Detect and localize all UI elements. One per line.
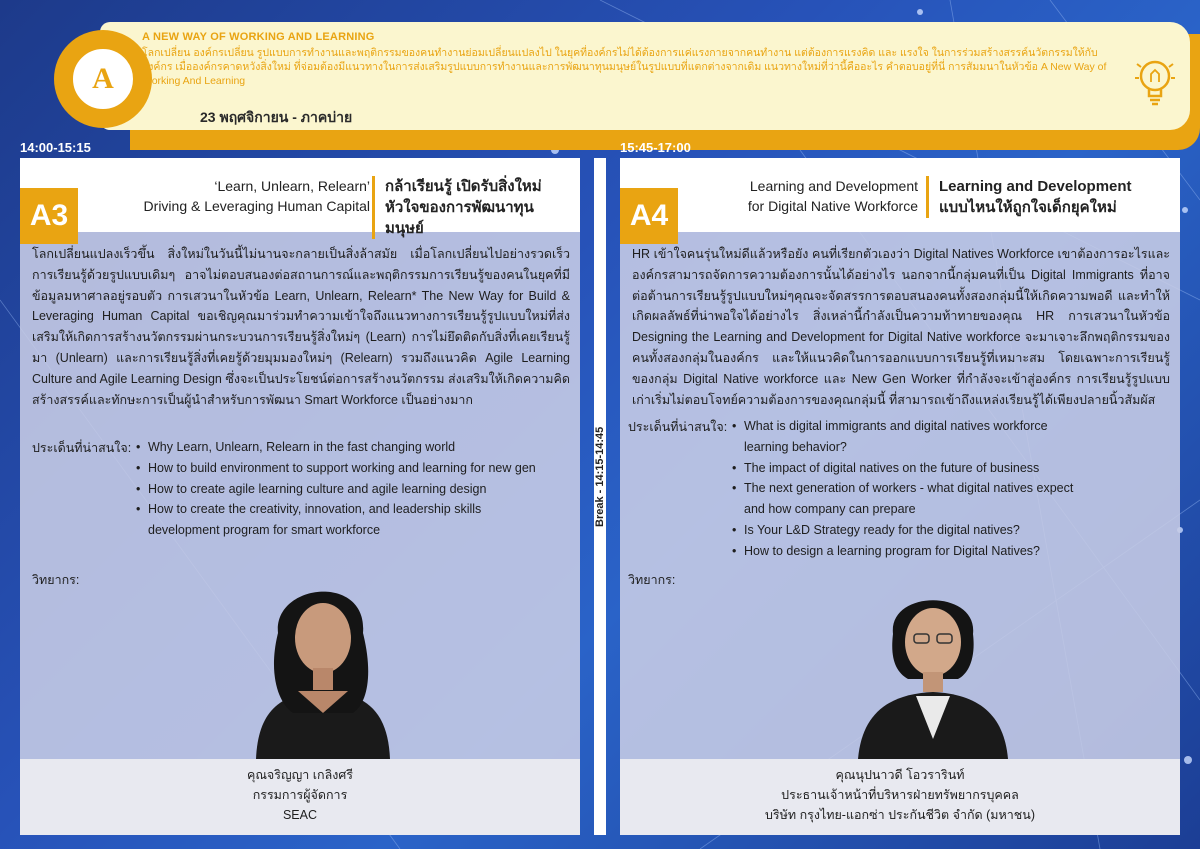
session-a3-points-label: ประเด็นที่น่าสนใจ:: [32, 441, 132, 455]
session-a4-points-label: ประเด็นที่น่าสนใจ:: [628, 420, 728, 434]
list-item: • The impact of digital natives on the future of business: [732, 458, 1092, 479]
session-a4-speaker-label: วิทยากร:: [628, 573, 676, 587]
banner-date: 23 พฤศจิกายน - ภาคบ่าย: [200, 109, 353, 125]
banner-description: โลกเปลี่ยน องค์กรเปลี่ยน รูปแบบการทำงานและพฤติกรรมของคนทำงานย่อมเปลี่ยนแปลงไป ในยุคที่องค์กรไม่ได้ต้องการแค่แรงกายจากคนทำงาน แต่ต้องการแรงคิด และ แรงใจ ในการร่วมสร้างสรรค์นวัตกรรมให้กับองค์กร เมื่อองค์กรคาดหวังสิ่งใหม่ ที่จ่อมต้องมีแนวทางในการส่งเสริมรูปแบบการทำงานและการพัฒนาทุนมนุษย์ในรูปแบบที่แตกต่างจากเดิม แนวทางใหม่ที่ว่านี้คืออะไร คำตอบอยู่ที่นี่ การสัมมนาในหัวข้อ A New Way of Working And Learning: [142, 47, 1107, 87]
session-a4-code: A4: [620, 188, 678, 244]
session-a3-title-en-line2: Driving & Leveraging Human Capital: [143, 198, 370, 214]
session-a4-title-th-line1: Learning and Development: [939, 178, 1132, 195]
session-a3-description: โลกเปลี่ยนแปลงเร็วขึ้น สิ่งใหม่ในวันนี้ไม่นานจะกลายเป็นสิ่งล้าสมัย เมื่อโลกเปลี่ยนไปอย่างรวดเร็วการเรียนรู้ด้วยรูปแบบเดิมๆ อาจไม่ตอบสนองต่อสถานการณ์และพฤติกรรมการเรียนรู้ของคนในยุคที่มีข้อมูลมหาศาลอยู่รอบตัว การเสวนาในหัวข้อ Learn, Unlearn, Relearn* The New Way for Build & Leveraging Human Capital ขอเชิญคุณมาร่วมทำความเข้าใจถึงแนวทางการเรียนรู้รูปแบบใหม่ที่ส่งเสริมให้เกิดการสร้างนวัตกรรมผ่านกระบวนการเรียนรู้สิ่งใหม่ๆ (Learn) การไม่ยึดติดกับสิ่งที่เคยเรียนรู้มา (Unlearn) และการเรียนรู้สิ่งที่เคยรู้ด้วยมุมมองใหม่ๆ (Relearn) รวมถึงแนวคิด Agile Learning Culture and Agile Learning Design ซึ่งจะเป็นประโยชน์ต่อการสร้างนวัตกรรม ส่งเสริมให้เกิดความคิดสร้างสรรค์และทักษะการเป็นผู้นำสำหรับการพัฒนา Smart Workforce เป็นอย่างมาก: [32, 247, 570, 407]
session-a4-description: HR เข้าใจคนรุ่นใหม่ดีแล้วหรือยัง คนที่เรียกตัวเองว่า Digital Natives Workforce เขาต้องการอะไรและองค์กรสามารถจัดการความต้องการนั้นได้อย่างไร นอกจากนี้กลุ่มคนที่เป็น Digital Immigrants ที่อาจต่อต้านการเรียนรู้รูปแบบใหม่ๆคุณจะจัดสรรการตอบสนองคนทั้งสองกลุ่มนี้ให้เกิดความพอดี และทำให้เกิดผลลัพธ์ที่น่าพอใจได้อย่างไร สิ่งเหล่านี้กำลังเป็นความท้าทายของคุณ HR การเสวนาในหัวข้อ Designing the Learning and Development for Digital Native workforce จะมาเจาะลึกพฤติกรรมของคนทั้งสองกลุ่มในองค์กร และให้แนวคิดในการออกแบบการเรียนรู้ที่เหมาะสม โดยเฉพาะการเรียนรู้ของกลุ่ม Digital Native workforce และ New Gen Worker ที่กำลังจะเข้าสู่องค์กร การเรียนรู้รูปแบบเก่าเริ่มไม่ตอบโจทย์ความต้องการของคุณกลุ่มนี้ ที่สามารถเข้าถึงแหล่งเรียนรู้ได้เพียงปลายนิ้วสัมผัส: [632, 247, 1170, 407]
session-a3-panel: [20, 158, 580, 835]
list-item: • How to design a learning program for Digital Natives?: [732, 541, 1092, 562]
session-a3-speaker-label: วิทยากร:: [32, 573, 80, 587]
list-item: • Why Learn, Unlearn, Relearn in the fast changing world: [136, 437, 556, 458]
session-a4-title-en-line1: Learning and Development: [749, 178, 918, 194]
list-item: • How to create the creativity, innovation, and leadership skills development program for smart workforce: [136, 499, 556, 541]
session-a3-title-th-line1: กล้าเรียนรู้ เปิดรับสิ่งใหม่: [385, 178, 542, 195]
track-letter: A: [70, 46, 136, 112]
session-a4-time: 15:45-17:00: [620, 140, 691, 155]
speaker-photo-a4: [848, 574, 1018, 759]
speaker-org: บริษัท กรุงไทย-แอกซ่า ประกันชีวิต จำกัด (มหาชน): [764, 808, 1036, 822]
session-a4-panel: [620, 158, 1180, 835]
session-a4-speaker-caption: [620, 759, 1180, 835]
break-label: [594, 515, 606, 527]
speaker-role: ประธานเจ้าหน้าที่บริหารฝ่ายทรัพยากรบุคคล: [781, 788, 1019, 802]
speaker-role: กรรมการผู้จัดการ: [252, 788, 348, 802]
speaker-org: SEAC: [282, 808, 318, 822]
list-item: • What is digital immigrants and digital natives workforce learning behavior?: [732, 416, 1092, 458]
list-item: • How to create agile learning culture and agile learning design: [136, 479, 556, 500]
lightbulb-icon: [1135, 58, 1175, 108]
header-banner: [30, 22, 1170, 130]
banner-title: A NEW WAY OF WORKING AND LEARNING: [142, 31, 375, 43]
session-a3-title-th-line2: หัวใจของการพัฒนาทุนมนุษย์: [385, 199, 534, 237]
session-a3-title-en-line1: ‘Learn, Unlearn, Relearn’: [214, 178, 370, 194]
session-a3-speaker-caption: [20, 759, 580, 835]
speaker-photo-a3: [238, 563, 408, 759]
session-a4-points: [732, 416, 1092, 562]
session-a4-title-en-line2: for Digital Native Workforce: [747, 198, 918, 214]
session-a3-title-en: [70, 176, 370, 216]
session-a3-points: [136, 437, 556, 541]
session-a4-title-th: [926, 176, 1176, 218]
session-a3-code: A3: [20, 188, 78, 244]
session-a4-title-th-line2: แบบไหนให้ถูกใจเด็กยุคใหม่: [939, 199, 1117, 216]
list-item: • How to build environment to support working and learning for new gen: [136, 458, 556, 479]
list-item: • Is Your L&D Strategy ready for the digital natives?: [732, 520, 1092, 541]
speaker-name: คุณจริญญา เกลิงศรี: [246, 768, 354, 782]
session-a3-time: 14:00-15:15: [20, 140, 91, 155]
session-a4-title-en: [678, 176, 918, 216]
session-a3-title-th: [372, 176, 572, 239]
list-item: • The next generation of workers - what digital natives expect and how company can prepare: [732, 478, 1092, 520]
speaker-name: คุณนุปนาวดี โอวรารินท์: [835, 768, 965, 782]
